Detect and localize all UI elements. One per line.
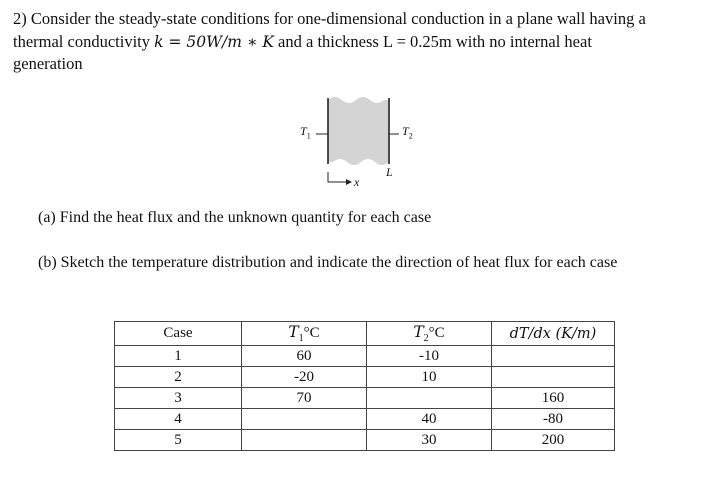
problem-line-3: generation xyxy=(13,54,83,73)
header-t2-subscript: 2 xyxy=(423,333,429,344)
t1-subscript: 1 xyxy=(306,131,311,141)
t2-subscript: 2 xyxy=(408,131,413,141)
question-a: (a) Find the heat flux and the unknown quantity for each case xyxy=(38,209,432,226)
table-header-row xyxy=(115,322,615,346)
cell-dtdx xyxy=(492,346,615,367)
cell-dtdx xyxy=(492,367,615,388)
question-b: (b) Sketch the temperature distribution and indicate the direction of heat flux for each case xyxy=(38,254,618,271)
conductivity-expression: k = 50W/m ∗ K xyxy=(154,32,274,51)
header-t1-unit: °C xyxy=(303,325,320,341)
cell-case: 2 xyxy=(115,367,242,388)
cell-dtdx: 200 xyxy=(492,430,615,451)
cell-case: 4 xyxy=(115,409,242,430)
problem-statement xyxy=(13,8,718,76)
plane-wall-figure xyxy=(280,88,440,198)
wall-slab xyxy=(328,97,389,165)
header-case: Case xyxy=(115,322,242,346)
problem-line-2-start: thermal conductivity xyxy=(13,31,155,51)
t2-symbol: T xyxy=(402,124,409,138)
problem-line-2 xyxy=(13,31,718,54)
header-t2 xyxy=(367,322,492,346)
header-t2-symbol: T xyxy=(413,323,424,341)
table-row xyxy=(115,367,615,388)
header-t1-subscript: 1 xyxy=(298,333,304,344)
cell-t2: 10 xyxy=(367,367,492,388)
x-arrowhead-icon xyxy=(346,179,352,185)
x-axis-label: x xyxy=(354,175,360,189)
cases-table xyxy=(114,321,615,451)
table-row xyxy=(115,346,615,367)
problem-line-2-end: and a thickness L = 0.25m with no internal heat xyxy=(273,31,592,51)
cell-t1: 70 xyxy=(242,388,367,409)
cell-t1: 60 xyxy=(242,346,367,367)
cell-case: 3 xyxy=(115,388,242,409)
table-row xyxy=(115,409,615,430)
cell-t2: 30 xyxy=(367,430,492,451)
thickness-label: L xyxy=(386,165,393,179)
cell-case: 1 xyxy=(115,346,242,367)
table-row xyxy=(115,430,615,451)
cell-t1 xyxy=(242,409,367,430)
problem-line-1: 2) Consider the steady-state conditions for one-dimensional conduction in a plane wall having a xyxy=(13,9,646,28)
t2-label xyxy=(402,124,413,140)
cell-dtdx: 160 xyxy=(492,388,615,409)
cell-t1 xyxy=(242,430,367,451)
cell-t2: -10 xyxy=(367,346,492,367)
cell-t2: 40 xyxy=(367,409,492,430)
cell-t1: -20 xyxy=(242,367,367,388)
plane-wall-diagram xyxy=(280,88,440,198)
header-dtdx: dT/dx (K/m) xyxy=(492,322,615,346)
header-t1-symbol: T xyxy=(288,323,299,341)
header-t2-unit: °C xyxy=(428,325,445,341)
t1-label xyxy=(300,124,311,140)
t1-symbol: T xyxy=(300,124,307,138)
cell-case: 5 xyxy=(115,430,242,451)
header-t1 xyxy=(242,322,367,346)
table-row xyxy=(115,388,615,409)
cell-t2 xyxy=(367,388,492,409)
cell-dtdx: -80 xyxy=(492,409,615,430)
